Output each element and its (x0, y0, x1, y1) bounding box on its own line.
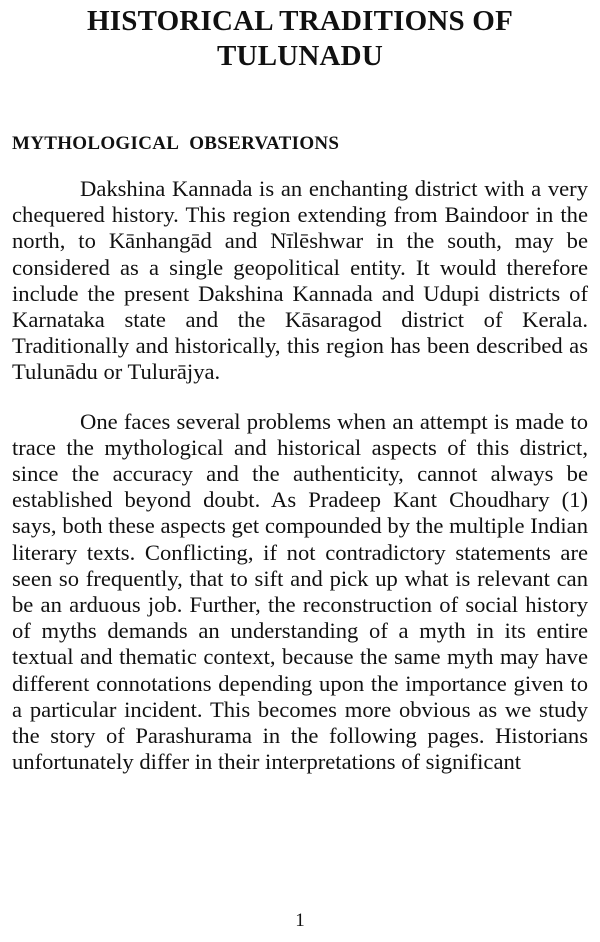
chapter-title (12, 0, 588, 74)
section-heading: MYTHOLOGICAL OBSERVATIONS (12, 133, 340, 154)
chapter-title-line-2: TULUNADU (217, 40, 383, 72)
body-paragraph-2: One faces several problems when an attempt is made to trace the mythological and historical aspects of this district, since the accuracy and the authenticity, cannot always be established beyond doubt. As Pradeep Kant Choudhary (1) says, both these aspects get compounded by the multiple Indian literary texts. Conflicting, if not contradictory statements are seen so frequently, that to sift and pick up what is relevant can be an arduous job. Further, the reconstruction of social history of myths demands an understanding of a myth in its entire textual and thematic context, because the same myth may have different connotations depending upon the importance given to a particular incident. This becomes more obvious as we study the story of Parashurama in the following pages. Historians unfortunately differ in their interpretations of significant (12, 408, 588, 775)
body-paragraph-1: Dakshina Kannada is an enchanting district with a very chequered history. This region extending from Baindoor in the north, to Kānhangād and Nīlēshwar in the south, may be considered as a single geopolitical entity. It would therefore include the present Dakshina Kannada and Udupi districts of Karnataka state and the Kāsaragod district of Kerala. Traditionally and historically, this region has been described as Tulunādu or Tulurājya. (12, 176, 588, 385)
chapter-title-line-1: HISTORICAL TRADITIONS OF (87, 5, 513, 37)
page-number: 1 (295, 910, 305, 931)
